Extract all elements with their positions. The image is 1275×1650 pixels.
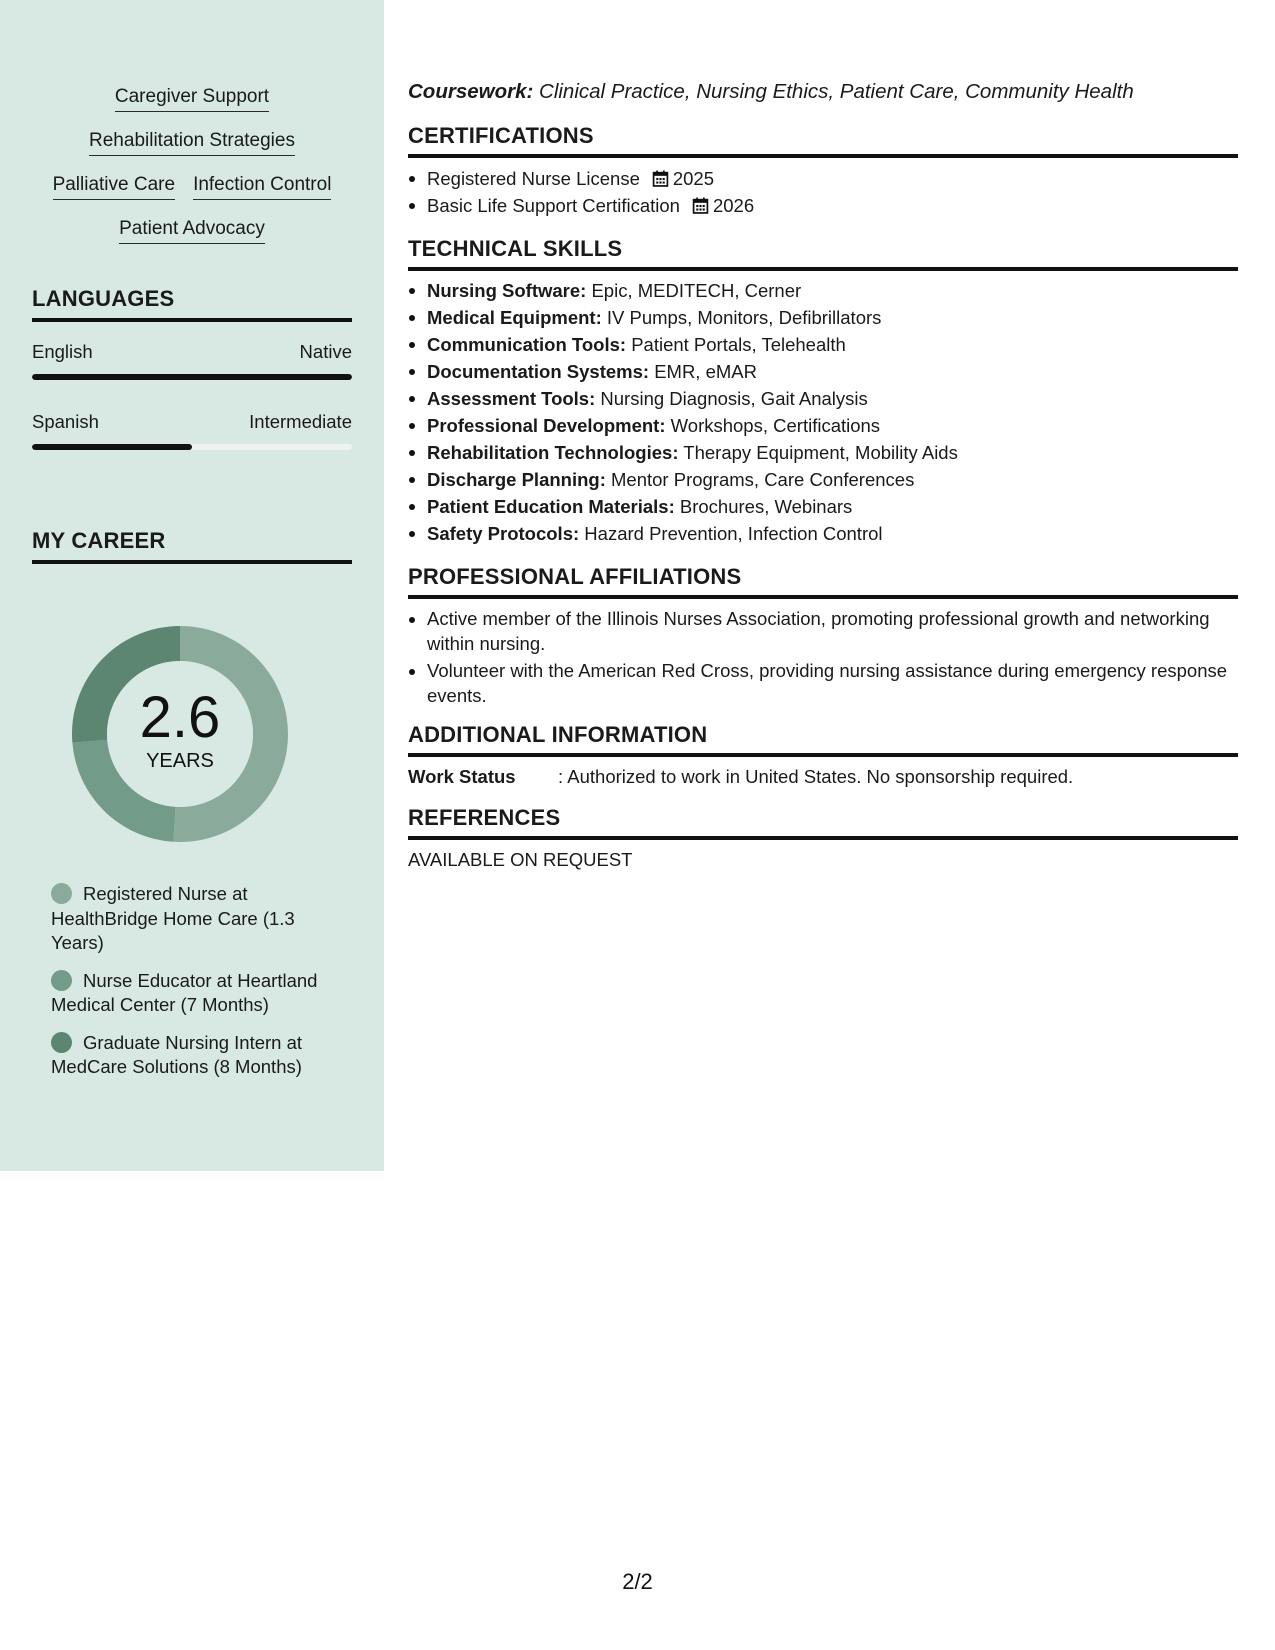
certifications-list [408,165,1238,219]
languages-heading: LANGUAGES [32,286,352,322]
list-item [408,520,1238,547]
career-unit: YEARS [146,750,214,772]
legend-dot [51,970,72,991]
certifications-heading: CERTIFICATIONS [408,123,1238,158]
certification-year: 2025 [672,168,715,189]
list-item [408,466,1238,493]
coursework-label: Coursework: [408,80,534,103]
references-text: AVAILABLE ON REQUEST [408,849,633,870]
skill-tag: Infection Control [193,172,331,200]
legend-dot [51,883,72,904]
work-status-row [408,764,1238,790]
skill-value: IV Pumps, Monitors, Defibrillators [606,307,882,328]
references-heading: REFERENCES [408,805,1238,840]
skill-label: Rehabilitation Technologies: [427,442,679,463]
skill-label: Professional Development: [427,415,666,436]
list-item [408,331,1238,358]
skill-label: Safety Protocols: [427,523,580,544]
affiliations-heading: PROFESSIONAL AFFILIATIONS [408,564,1238,599]
main-content [408,78,1238,873]
technical-skills-heading: TECHNICAL SKILLS [408,236,1238,271]
list-item [408,192,1238,219]
list-item [408,412,1238,439]
skill-label: Assessment Tools: [427,388,596,409]
language-level: Intermediate [249,411,352,432]
skill-label: Documentation Systems: [427,361,650,382]
list-item [408,277,1238,304]
certification-name: Basic Life Support Certification [427,195,680,216]
skill-value: Patient Portals, Telehealth [631,334,846,355]
skill-value: Workshops, Certifications [670,415,881,436]
skill-tag: Rehabilitation Strategies [89,128,295,156]
list-item: Volunteer with the American Red Cross, providing nursing assistance during emergency response events. [408,659,1238,708]
certification-name: Registered Nurse License [427,168,640,189]
language-proficiency-bar [32,444,352,450]
sidebar [0,0,384,1171]
list-item: Active member of the Illinois Nurses Association, promoting professional growth and networking within nursing. [408,607,1238,656]
language-name: Spanish [32,411,99,432]
calendar-icon [692,197,709,214]
skill-row [32,84,352,112]
skill-row [32,216,352,244]
skill-label: Patient Education Materials: [427,496,675,517]
language-level: Native [299,341,352,362]
legend-dot [51,1032,72,1053]
list-item [408,304,1238,331]
skill-label: Communication Tools: [427,334,627,355]
skill-value: Therapy Equipment, Mobility Aids [683,442,958,463]
career-total-years: 2.6 [139,685,221,750]
affiliations-list [408,607,1238,708]
language-proficiency-fill [32,374,352,380]
skill-label: Medical Equipment: [427,307,602,328]
skill-row [32,172,352,200]
work-status-label: Work Status [408,766,516,787]
language-proficiency-fill [32,444,192,450]
skill-tag: Caregiver Support [115,84,269,112]
list-item [408,385,1238,412]
skill-value: Mentor Programs, Care Conferences [611,469,915,490]
coursework-text: Clinical Practice, Nursing Ethics, Patient Care, Community Health [539,80,1134,103]
page-number: 2/2 [622,1569,653,1594]
career-legend-item [51,969,341,1018]
career-legend-text: Graduate Nursing Intern at MedCare Solutions (8 Months) [51,1031,303,1077]
career-legend-text: Registered Nurse at HealthBridge Home Care (1.3 Years) [51,883,295,953]
career-legend [51,882,341,1093]
skill-value: Hazard Prevention, Infection Control [584,523,883,544]
career-heading: MY CAREER [32,528,352,564]
list-item [408,439,1238,466]
language-english [32,340,352,380]
language-proficiency-bar [32,374,352,380]
skill-tag: Patient Advocacy [119,216,265,244]
skills-cloud [32,84,352,260]
career-legend-item [51,1031,341,1080]
skill-label: Discharge Planning: [427,469,606,490]
language-name: English [32,341,93,362]
work-status-value: : Authorized to work in United States. No sponsorship required. [558,766,1074,787]
skill-value: EMR, eMAR [654,361,757,382]
skill-tag: Palliative Care [53,172,176,200]
calendar-icon [652,170,669,187]
list-item [408,165,1238,192]
additional-info-heading: ADDITIONAL INFORMATION [408,722,1238,757]
certification-year: 2026 [712,195,755,216]
technical-skills-list [408,277,1238,547]
language-spanish [32,410,352,450]
list-item [408,493,1238,520]
skill-label: Nursing Software: [427,280,587,301]
coursework [408,78,1238,106]
career-legend-item [51,882,341,956]
skill-value: Brochures, Webinars [679,496,853,517]
career-legend-text: Nurse Educator at Heartland Medical Center (7 Months) [51,969,318,1015]
skill-value: Nursing Diagnosis, Gait Analysis [600,388,868,409]
career-donut-chart [66,620,294,848]
skill-row [32,128,352,156]
list-item [408,358,1238,385]
skill-value: Epic, MEDITECH, Cerner [591,280,802,301]
